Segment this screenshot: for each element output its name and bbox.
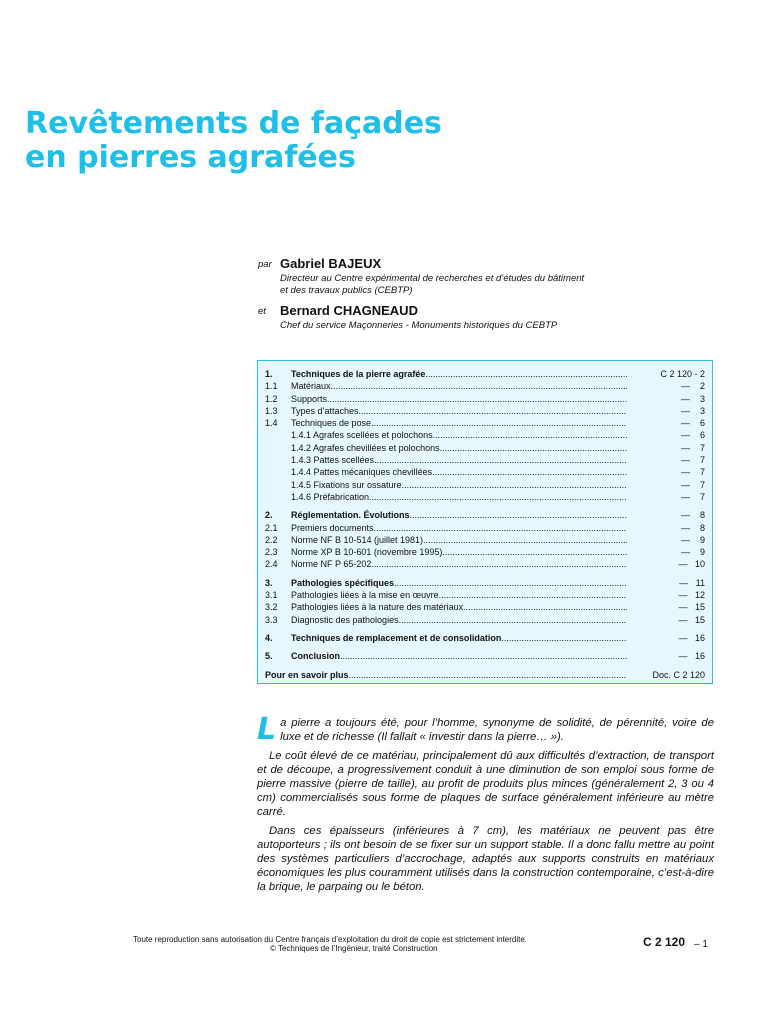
toc-page: — 2	[680, 381, 705, 392]
toc-leader-dots	[463, 601, 627, 613]
author-name: Gabriel BAJEUX	[280, 256, 382, 271]
drop-cap: L	[257, 712, 277, 747]
toc-label: Diagnostic des pathologies	[291, 614, 399, 625]
title-line-1: Revêtements de façades	[25, 106, 442, 141]
toc-label-wrap	[291, 454, 627, 466]
toc-label-wrap	[291, 577, 627, 589]
toc-label-wrap	[291, 601, 627, 613]
toc-row[interactable]	[265, 491, 705, 503]
toc-label: Pathologies spécifiques	[291, 577, 395, 588]
toc-leader-dots	[439, 589, 627, 601]
toc-page: — 3	[680, 393, 705, 404]
toc-label-wrap	[291, 558, 627, 570]
toc-row[interactable]	[265, 368, 705, 380]
toc-number: 2.1	[265, 522, 278, 533]
title-line-2: en pierres agrafées	[25, 140, 356, 175]
toc-label-wrap	[291, 546, 627, 558]
toc-leader-dots	[374, 522, 627, 534]
toc-number: 2.	[265, 510, 273, 521]
toc-page: — 7	[680, 442, 705, 453]
toc-label: Conclusion	[291, 651, 340, 662]
toc-row[interactable]	[265, 558, 705, 570]
toc-label: Types d’attaches	[291, 405, 359, 416]
toc-label-wrap	[291, 632, 627, 644]
author-name: Bernard CHAGNEAUD	[280, 303, 418, 318]
toc-page: — 7	[680, 491, 705, 502]
toc-label-wrap	[291, 466, 627, 478]
toc-leader-dots	[349, 669, 627, 681]
author-prefix: et	[258, 306, 266, 317]
toc-label-wrap	[291, 442, 627, 454]
toc-leader-dots	[442, 546, 627, 558]
toc-page: — 7	[680, 479, 705, 490]
toc-page: — 10	[678, 559, 705, 570]
toc-leader-dots	[327, 393, 627, 405]
toc-label-wrap	[265, 669, 627, 681]
toc-label: Techniques de la pierre agrafée	[291, 369, 426, 379]
toc-number: 1.4	[265, 418, 278, 429]
toc-row[interactable]	[265, 601, 705, 613]
toc-label-wrap	[291, 522, 627, 534]
toc-page: — 8	[680, 522, 705, 533]
article-body	[257, 712, 714, 899]
toc-page: — 7	[680, 455, 705, 466]
toc-row[interactable]	[265, 429, 705, 441]
toc-number: 1.	[265, 369, 273, 379]
toc-label-wrap	[291, 534, 627, 546]
toc-number: 4.	[265, 632, 273, 643]
toc-row[interactable]	[265, 405, 705, 417]
toc-row[interactable]	[265, 442, 705, 454]
toc-row[interactable]	[265, 466, 705, 478]
toc-leader-dots	[399, 614, 627, 626]
toc-page: — 12	[678, 590, 705, 601]
paragraph: Le coût élevé de ce matériau, principalement dû aux difficultés d’extraction, de transport et de découpe, a progressivement conduit à une diminution de son emploi sous forme de pierre massive (pierre de taille), au profit de produits plus minces (généralement 2, 3 ou 4 cm) commercialisés sous forme de plaques de surface généralement inférieure au mètre carré.	[257, 750, 714, 818]
toc-label: Supports	[291, 393, 328, 404]
toc-label-wrap	[291, 589, 627, 601]
toc-label-wrap	[291, 405, 627, 417]
toc-label: Pathologies liées à la mise en œuvre	[291, 590, 439, 601]
toc-number: 3.	[265, 577, 273, 588]
toc-leader-dots	[394, 577, 627, 589]
toc-leader-dots	[425, 368, 627, 380]
toc-page: C 2 120 - 2	[660, 369, 705, 379]
toc-label: 1.4.6 Préfabrication	[291, 491, 370, 502]
toc-label-wrap	[291, 393, 627, 405]
author-1	[258, 256, 718, 296]
toc-row[interactable]	[265, 669, 705, 681]
toc-number: 3.3	[265, 614, 278, 625]
author-role: et des travaux publics (CEBTP)	[280, 285, 413, 296]
toc-page: — 16	[678, 632, 705, 643]
toc-label-wrap	[291, 479, 627, 491]
toc-label-wrap	[291, 368, 627, 380]
toc-page: — 3	[680, 405, 705, 416]
toc-number: 2.2	[265, 534, 278, 545]
toc-label: Premiers documents	[291, 522, 374, 533]
toc-leader-dots	[371, 417, 627, 429]
toc-label: 1.4.2 Agrafes chevillées et polochons	[291, 442, 440, 453]
toc-leader-dots	[402, 479, 627, 491]
toc-label: 1.4.5 Fixations sur ossature	[291, 479, 402, 490]
toc-leader-dots	[433, 429, 627, 441]
toc-page: — 8	[680, 510, 705, 521]
toc-label: Norme NF P 65-202	[291, 559, 372, 570]
toc-label: Norme XP B 10-601 (novembre 1995)	[291, 547, 443, 558]
toc-row[interactable]	[265, 522, 705, 534]
article-title	[25, 107, 442, 175]
toc-label: Matériaux	[291, 381, 331, 392]
toc-label-wrap	[291, 380, 627, 392]
toc-row[interactable]	[265, 454, 705, 466]
paragraph: Dans ces épaisseurs (inférieures à 7 cm), les matériaux ne peuvent pas être autoporteurs ; ils ont besoin de se fixer sur un support stable. Il a donc fallu mettre au point des systèmes particuliers d’accrochage, adaptés aux supports construits en matériaux économiques les plus couramment utilisés dans la construction contemporaine, c’est-à-dire la brique, le parpaing ou le béton.	[257, 825, 714, 893]
toc-label: 1.4.4 Pattes mécaniques chevillées	[291, 467, 433, 478]
toc-row[interactable]	[265, 614, 705, 626]
table-of-contents	[257, 360, 713, 684]
paragraph-intro	[257, 712, 714, 747]
toc-label: Techniques de pose	[291, 418, 372, 429]
toc-leader-dots	[340, 650, 627, 662]
toc-leader-dots	[501, 632, 627, 644]
toc-page: — 15	[678, 614, 705, 625]
toc-page: — 6	[680, 418, 705, 429]
toc-label: Pathologies liées à la nature des matériaux	[291, 602, 464, 613]
toc-row[interactable]	[265, 534, 705, 546]
toc-leader-dots	[371, 558, 627, 570]
toc-label-wrap	[291, 417, 627, 429]
toc-row[interactable]	[265, 577, 705, 589]
toc-label: Réglementation. Évolutions	[291, 510, 410, 521]
author-prefix: par	[258, 259, 272, 270]
toc-leader-dots	[331, 380, 627, 392]
toc-row[interactable]	[265, 546, 705, 558]
document-code: C 2 120	[643, 935, 686, 949]
toc-number: 3.2	[265, 602, 278, 613]
author-role: Chef du service Maçonneries - Monuments historiques du CEBTP	[280, 320, 558, 331]
toc-number: 1.3	[265, 405, 278, 416]
toc-page: — 9	[680, 534, 705, 545]
toc-row[interactable]	[265, 632, 705, 644]
author-role: Directeur au Centre expérimental de recherches et d’études du bâtiment	[280, 273, 585, 284]
toc-page: — 9	[680, 547, 705, 558]
toc-row[interactable]	[265, 417, 705, 429]
publisher-notice: © Techniques de l’Ingénieur, traité Construction	[270, 944, 438, 953]
toc-label: Pour en savoir plus	[265, 669, 349, 680]
toc-row[interactable]	[265, 509, 705, 521]
toc-label-wrap	[291, 491, 627, 503]
page-number: – 1	[694, 939, 708, 950]
paragraph-text: a pierre a toujours été, pour l’homme, synonyme de solidité, de pérennité, voire de luxe et de richesse (Il fallait « investir dans la pierre… »).	[280, 717, 714, 743]
toc-leader-dots	[440, 442, 627, 454]
toc-row[interactable]	[265, 393, 705, 405]
author-2	[258, 303, 718, 331]
toc-label-wrap	[291, 509, 627, 521]
toc-page: — 7	[680, 467, 705, 478]
toc-number: 2.3	[265, 547, 278, 558]
toc-row[interactable]	[265, 479, 705, 491]
toc-row[interactable]	[265, 589, 705, 601]
copyright-notice: Toute reproduction sans autorisation du Centre français d’exploitation du droit de copie est strictement interdite.	[133, 935, 527, 944]
toc-number: 3.1	[265, 590, 278, 601]
toc-page: — 16	[678, 651, 705, 662]
toc-label: Techniques de remplacement et de consolidation	[291, 632, 502, 643]
toc-page: Doc. C 2 120	[652, 669, 705, 680]
toc-leader-dots	[410, 509, 627, 521]
toc-page: — 6	[680, 430, 705, 441]
toc-number: 2.4	[265, 559, 278, 570]
toc-row[interactable]	[265, 650, 705, 662]
toc-row[interactable]	[265, 380, 705, 392]
toc-number: 1.2	[265, 393, 278, 404]
toc-page: — 11	[679, 577, 705, 588]
toc-label: Norme NF B 10-514 (juillet 1981)	[291, 534, 424, 545]
toc-label-wrap	[291, 650, 627, 662]
toc-label-wrap	[291, 614, 627, 626]
toc-label: 1.4.1 Agrafes scellées et polochons	[291, 430, 433, 441]
toc-leader-dots	[369, 491, 627, 503]
toc-number: 5.	[265, 651, 273, 662]
toc-leader-dots	[359, 405, 627, 417]
toc-number: 1.1	[265, 381, 278, 392]
toc-leader-dots	[423, 534, 627, 546]
toc-leader-dots	[432, 466, 627, 478]
authors-block	[258, 256, 718, 331]
toc-label-wrap	[291, 429, 627, 441]
toc-page: — 15	[678, 602, 705, 613]
toc-label: 1.4.3 Pattes scellées	[291, 455, 375, 466]
toc-leader-dots	[374, 454, 627, 466]
